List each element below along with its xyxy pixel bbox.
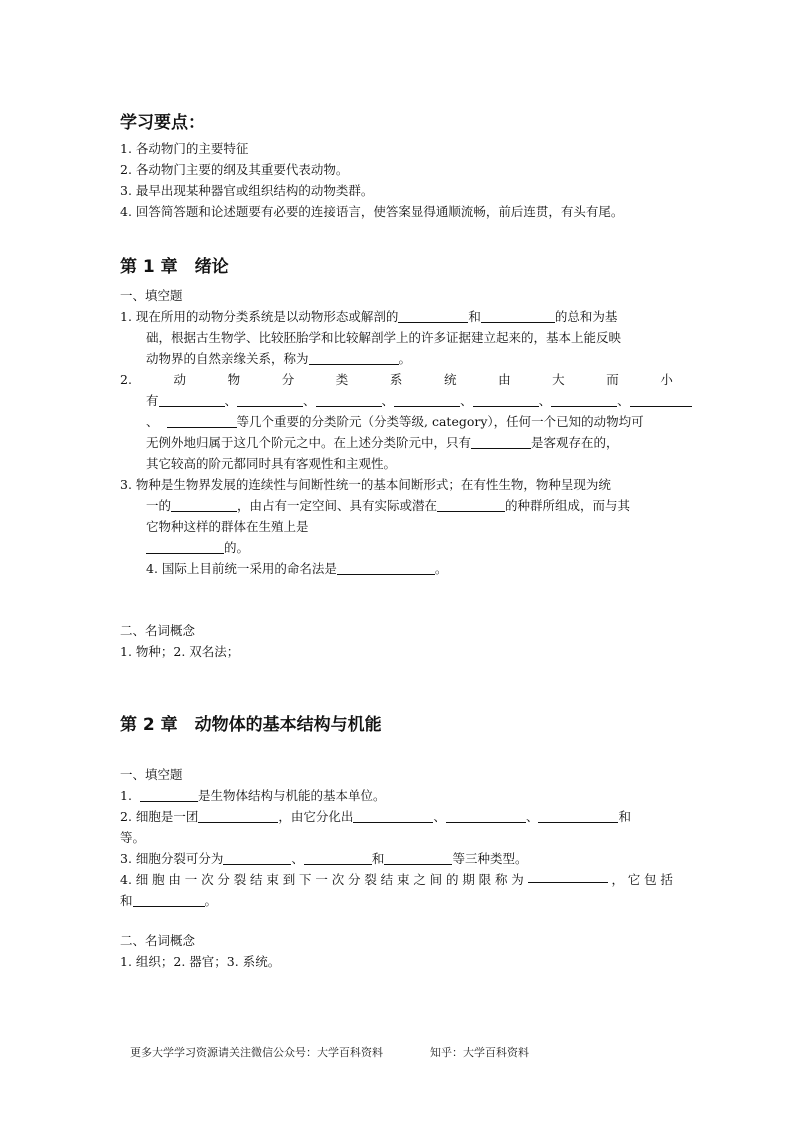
ch2-q4-line1: 4. 细 胞 由 一 次 分 裂 结 束 到 下 一 次 分 裂 结 束 之 间 的 期 限 称 为 ， 它 包 括: [120, 869, 673, 890]
blank: [309, 351, 399, 365]
ch1-q1-line1: 1. 现在所用的动物分类系统是以动物形态或解剖的 和 的总和为基: [120, 309, 618, 324]
chapter-2-title: 第 2 章 动物体的基本结构与机能: [120, 715, 382, 735]
ch1-q2-line5: 其它较高的阶元都同时具有客观性和主观性。: [146, 456, 397, 471]
ch1-q2-line1: 2. 动 物 分 类 系 统 由 大 而 小: [120, 372, 673, 387]
blank: [471, 435, 531, 449]
ch1-q2-line2: 有 、 、 、 、 、 、: [146, 390, 692, 411]
ch2-q2-line1: 2. 细胞是一团 ，由它分化出 、 、 和: [120, 809, 631, 824]
chapter-1-title: 第 1 章 绪论: [120, 257, 229, 277]
ch1-fill-heading: 一、填空题: [120, 288, 183, 303]
footer-zhihu: 知乎：大学百科资料: [430, 1046, 529, 1059]
ch1-q3-line3: 它物种这样的群体在生殖上是: [146, 519, 309, 534]
ch1-q1-line3: 动物界的自然亲缘关系，称为 。: [146, 351, 412, 366]
blank: [133, 893, 205, 907]
blank: [167, 414, 237, 428]
blank: [337, 561, 435, 575]
ch1-q3-line4: 的。: [146, 537, 249, 558]
blank: [171, 498, 237, 512]
ch1-q2-line4: 无例外地归属于这几个阶元之中。在上述分类阶元中，只有 是客观存在的，: [146, 435, 619, 450]
ch1-q1-line2: 础，根据古生物学、比较胚胎学和比较解剖学上的许多证据建立起来的，基本上能反映: [146, 330, 622, 345]
footer-wechat: 更多大学学习资源请关注微信公众号：大学百科资料: [130, 1046, 383, 1059]
blank: [551, 393, 617, 407]
blank: [538, 809, 618, 823]
blank: [237, 393, 303, 407]
ch1-q4: 4. 国际上目前统一采用的命名法是 。: [146, 561, 448, 576]
ch2-fill-heading: 一、填空题: [120, 767, 183, 782]
blank: [473, 393, 539, 407]
blank: [223, 851, 291, 865]
key-point-2: 2. 各动物门主要的纲及其重要代表动物。: [120, 162, 349, 177]
blank: [304, 851, 372, 865]
blank: [198, 809, 278, 823]
key-point-4: 4. 回答简答题和论述题要有必要的连接语言，使答案显得通顺流畅，前后连贯，有头有尾。: [120, 204, 624, 219]
ch2-q4-line2: 和 。: [120, 893, 218, 908]
blank: [528, 869, 608, 883]
key-point-3: 3. 最早出现某种器官或组织结构的动物类群。: [120, 183, 374, 198]
ch1-concept-heading: 二、名词概念: [120, 623, 196, 638]
key-point-1: 1. 各动物门的主要特征: [120, 141, 249, 156]
ch2-q3: 3. 细胞分裂可分为 、 和 等三种类型。: [120, 851, 528, 866]
blank: [398, 309, 468, 323]
key-points-heading: 学习要点：: [120, 113, 205, 133]
ch1-concepts: 1. 物种；2. 双名法；: [120, 644, 240, 659]
ch2-concepts: 1. 组织；2. 器官；3. 系统。: [120, 954, 281, 969]
blank: [630, 393, 692, 407]
blank: [146, 540, 224, 554]
blank: [446, 809, 526, 823]
ch1-q2-line3: 、 等几个重要的分类阶元（分类等级, category），任何一个已知的动物均可: [146, 414, 644, 429]
blank: [159, 393, 225, 407]
blank: [394, 393, 460, 407]
ch2-q1: 1. 是生物体结构与机能的基本单位。: [120, 788, 386, 803]
ch2-concept-heading: 二、名词概念: [120, 933, 196, 948]
blank: [437, 498, 505, 512]
ch1-q3-line1: 3. 物种是生物界发展的连续性与间断性统一的基本间断形式；在有性生物，物种呈现为统: [120, 477, 611, 492]
blank: [316, 393, 382, 407]
blank: [481, 309, 555, 323]
blank: [140, 788, 198, 802]
ch1-q3-line2: 一的 ，由占有一定空间、具有实际或潜在 的种群所组成，而与其: [146, 498, 631, 513]
ch2-q2-line2: 等。: [120, 830, 146, 845]
blank: [384, 851, 452, 865]
blank: [353, 809, 433, 823]
